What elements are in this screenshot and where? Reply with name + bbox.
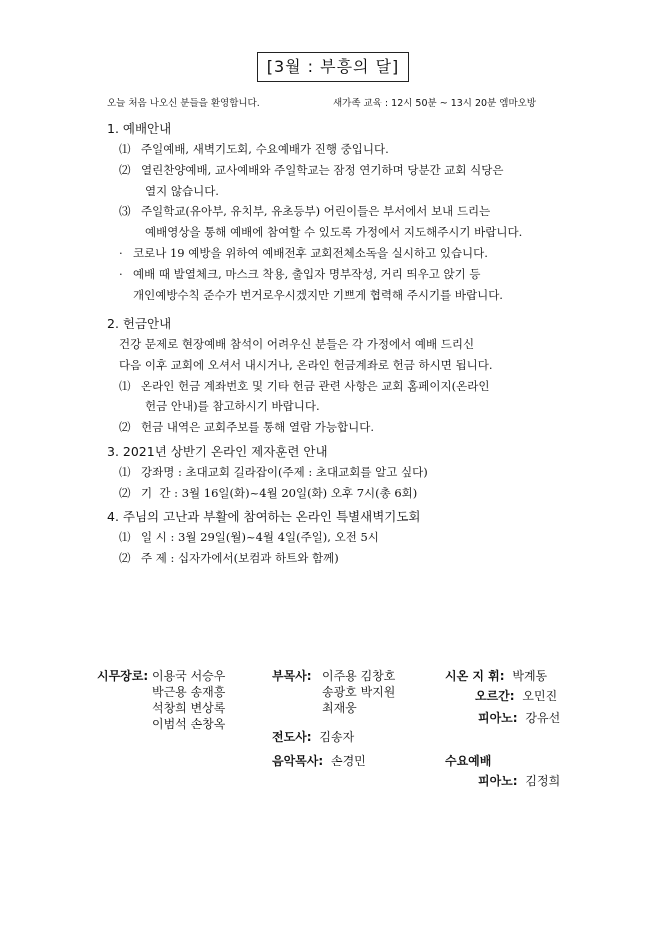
list-item-cont: 열지 않습니다.: [145, 183, 219, 198]
list-item: ⑴ 주일예배, 새벽기도회, 수요예배가 진행 중입니다.: [119, 142, 389, 156]
staff-deputy-names: 이주용 김창호 송광호 박지원 최재웅: [322, 669, 396, 715]
welcome-text: 오늘 처음 나오신 분들을 환영합니다.: [107, 98, 260, 109]
staff-elder-names: 이용국 서승우 박근용 송재흥 석창희 변상록 이범석 손창옥: [152, 669, 226, 731]
bullet-item: · 예배 때 발열체크, 마스크 착용, 출입자 명부작성, 거리 띄우고 앉기 등: [119, 266, 481, 281]
staff-music: 음악목사: 손경민: [272, 754, 366, 768]
staff-evangelist: 전도사: 김송자: [272, 730, 355, 744]
education-info: 새가족 교육 : 12시 50분 ~ 13시 20분 엠마오방: [333, 98, 536, 109]
section-offering: [107, 314, 577, 438]
staff-wednesday-piano: 피아노: 김정희: [478, 774, 561, 788]
staff-conductor: 시온 지 휘: 박계동: [445, 669, 548, 683]
list-item: ⑴ 일 시 : 3월 29일(월)~4월 4일(주일), 오전 5시: [119, 530, 379, 544]
list-item-cont: 헌금 안내)를 참고하시기 바랍니다.: [145, 399, 320, 414]
page-title: [3월 : 부흥의 달]: [257, 52, 409, 82]
list-item: ⑵ 열린찬양예배, 교사예배와 주일학교는 잠정 연기하며 당분간 교회 식당은: [119, 162, 504, 177]
section-heading: 2. 헌금안내: [107, 316, 172, 331]
staff-label: 시무장로:: [97, 669, 149, 683]
section-dawn-prayer: [107, 507, 577, 569]
section-heading: 3. 2021년 상반기 온라인 제자훈련 안내: [107, 444, 328, 459]
list-item: ⑶ 주일학교(유아부, 유치부, 유초등부) 어린이들은 부서에서 보내 드리는: [119, 204, 491, 219]
section-discipleship: [107, 442, 577, 504]
bullet-item: · 코로나 19 예방을 위하여 예배전후 교회전체소독을 실시하고 있습니다.: [119, 245, 488, 260]
section-worship: [107, 119, 577, 305]
list-item: ⑵ 헌금 내역은 교회주보를 통해 열람 가능합니다.: [119, 420, 375, 435]
section-heading: 1. 예배안내: [107, 121, 172, 136]
staff-elders: [97, 668, 148, 684]
list-item: ⑴ 강좌명 : 초대교회 길라잡이(주제 : 초대교회를 알고 싶다): [119, 465, 428, 479]
list-item: ⑵ 기 간 : 3월 16일(화)~4월 20일(화) 오후 7시(총 6회): [119, 485, 418, 500]
list-item: ⑴ 온라인 헌금 계좌번호 및 기타 헌금 관련 사항은 교회 홈페이지(온라인: [119, 378, 490, 393]
staff-organ: 오르간: 오민진: [475, 689, 558, 703]
list-item-cont: 예배영상을 통해 예배에 참여할 수 있도록 가정에서 지도해주시기 바랍니다.: [145, 225, 523, 240]
staff-piano: 피아노: 강유선: [478, 711, 561, 725]
section-heading: 4. 주님의 고난과 부활에 참여하는 온라인 특별새벽기도회: [107, 509, 421, 524]
list-item: ⑵ 주 제 : 십자가에서(보컴과 하트와 함께): [119, 550, 339, 565]
staff-deputy-label: 부목사:: [272, 669, 312, 683]
staff-wednesday: 수요예배: [445, 754, 492, 768]
paragraph-line: 다음 이후 교회에 오셔서 내시거나, 온라인 헌금계좌로 헌금 하시면 됩니다.: [119, 357, 493, 372]
bullet-item-cont: 개인예방수칙 준수가 번거로우시겠지만 기쁘게 협력해 주시기를 바랍니다.: [133, 287, 503, 302]
paragraph-line: 건강 문제로 현장예배 참석이 어려우신 분들은 각 가정에서 예배 드리신: [119, 337, 475, 351]
